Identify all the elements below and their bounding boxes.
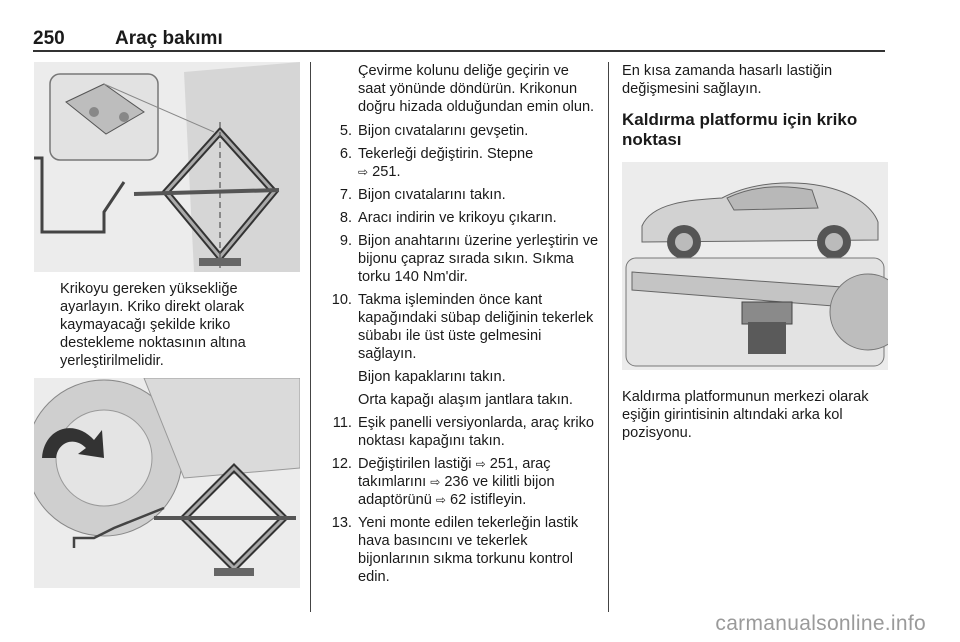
step-text: Takma işleminden önce kant kapağındaki sübap deliğinin tekerlek sübabı ile üst üste gelmesini sağlayın.: [358, 292, 594, 362]
step-number: 8.: [339, 210, 352, 226]
watermark: carmanualsonline.info: [715, 612, 926, 635]
step-text: Yeni monte edilen tekerleğin lastik hava basıncını ve tekerlek bijonlarının sıkma torkunu kontrol edin.: [358, 515, 579, 585]
column-middle: [318, 62, 600, 591]
step-text: Tekerleği değiştirin. Stepne: [358, 146, 534, 162]
step-text: Değiştirilen lastiği: [358, 456, 472, 472]
column-divider: [608, 62, 609, 612]
column-right: [622, 62, 887, 442]
step-continuation: Orta kapağı alaşım jantlara takın.: [358, 392, 573, 408]
step-number: 5.: [339, 123, 352, 139]
step-number: 13.: [331, 515, 352, 531]
step-continuation: Bijon kapaklarını takın.: [358, 369, 506, 385]
step-text: Bijon cıvatalarını takın.: [358, 187, 506, 203]
page-ref: 251, araç takımlarını: [358, 456, 551, 490]
page-ref-icon: ⇨: [358, 165, 369, 179]
page-ref: 62 istifleyin.: [450, 492, 527, 508]
list-item: [318, 514, 600, 586]
jack-crank-figure: [34, 378, 300, 588]
jack-caption: Krikoyu gereken yüksekliğe ayarlayın. Kriko direkt olarak kaymayacağı şekilde kriko destekleme noktasının altına yerleştirilmelidir.: [60, 281, 246, 369]
jack-position-figure: [34, 62, 300, 272]
intro-paragraph: En kısa zamanda hasarlı lastiğin değişmesini sağlayın.: [622, 63, 833, 97]
page-ref: 236 ve kilitli bijon adaptörünü: [358, 474, 555, 508]
step-text: Bijon cıvatalarını gevşetin.: [358, 123, 529, 139]
step-number: 11.: [332, 415, 352, 431]
page-number: 250: [33, 28, 65, 49]
list-item: [318, 209, 600, 227]
page-ref-icon: ⇨: [475, 457, 486, 471]
page-header: [33, 18, 885, 52]
list-item: [318, 122, 600, 140]
header-rule: [33, 50, 885, 52]
page-ref-icon: ⇨: [435, 493, 446, 507]
section-title: Kaldırma platformu için kriko noktası: [622, 110, 858, 149]
list-item: [318, 455, 600, 509]
step-number: 10.: [331, 292, 352, 308]
column-divider: [310, 62, 311, 612]
step-number: 12.: [331, 456, 352, 472]
step-text: Aracı indirin ve krikoyu çıkarın.: [358, 210, 557, 226]
step-4-continuation: Çevirme kolunu deliğe geçirin ve saat yönünde döndürün. Krikonun doğru hizada olduğundan emin olun.: [358, 63, 595, 115]
list-item: [318, 232, 600, 286]
list-item: [318, 186, 600, 204]
step-number: 9.: [339, 233, 352, 249]
step-number: 6.: [339, 146, 352, 162]
step-text: Bijon anahtarını üzerine yerleştirin ve bijonu çapraz sırada sıkın. Sıkma torku 140 Nm'dir.: [358, 233, 599, 285]
list-item: [318, 291, 600, 363]
page-ref: 251.: [372, 164, 401, 180]
column-left: [34, 62, 300, 588]
lift-point-figure: [622, 162, 888, 370]
page-ref-icon: ⇨: [430, 475, 441, 489]
page-title: Araç bakımı: [115, 28, 223, 49]
step-number: 7.: [339, 187, 352, 203]
step-text: Eşik panelli versiyonlarda, araç kriko noktası kapağını takın.: [358, 415, 595, 449]
lift-point-caption: Kaldırma platformunun merkezi olarak eşiğin girintisinin altındaki arka kol pozisyonu.: [622, 389, 869, 441]
list-item: [318, 414, 600, 450]
steps-list: [318, 122, 600, 586]
list-item: [318, 145, 600, 181]
